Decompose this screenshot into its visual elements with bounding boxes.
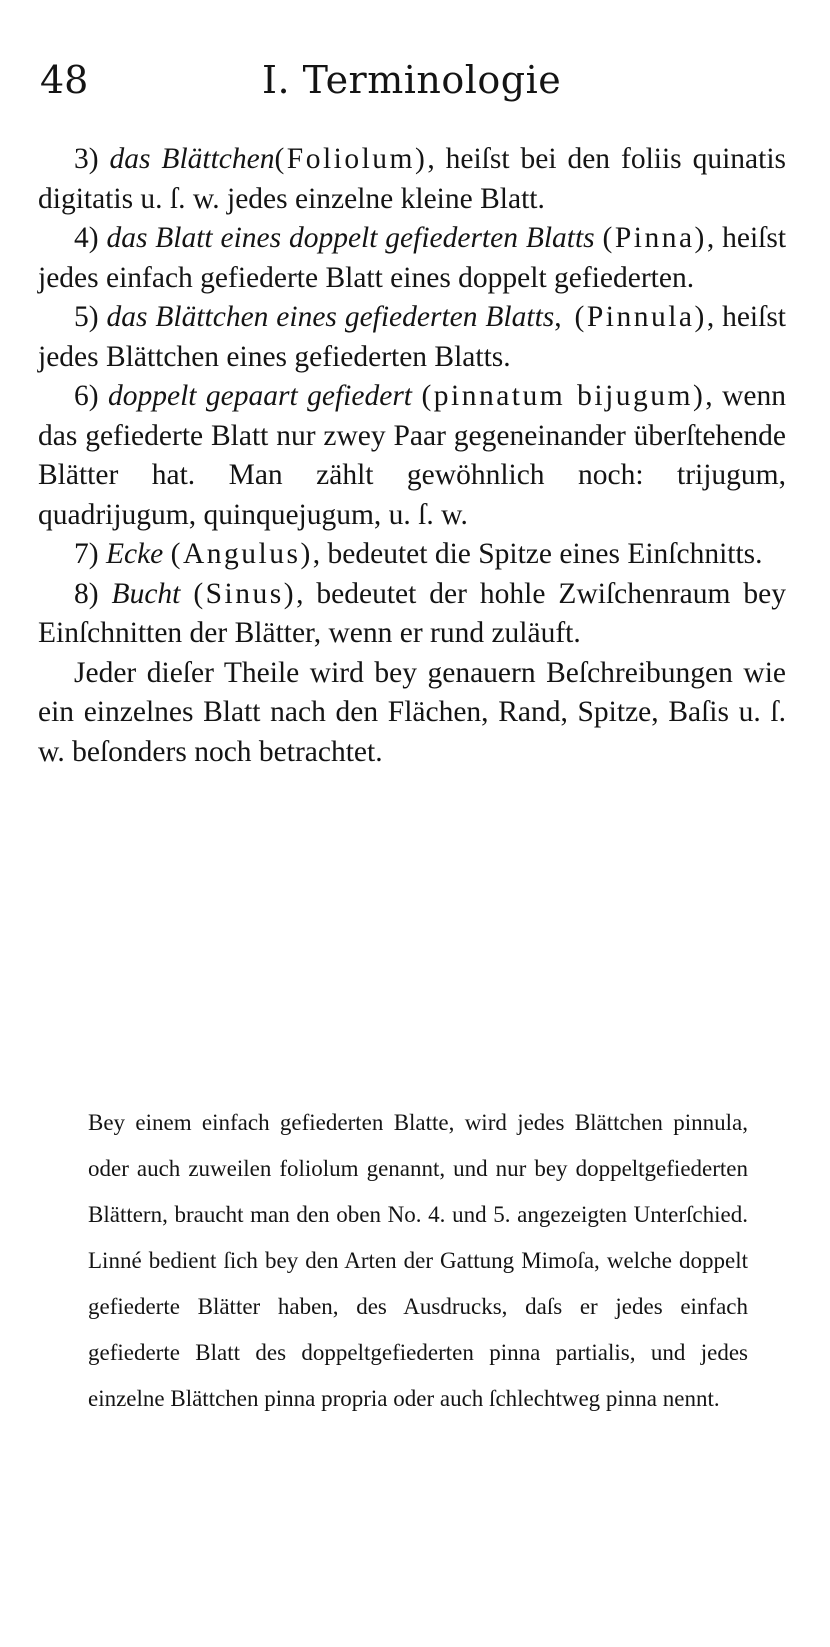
item-number: 3) xyxy=(74,143,99,175)
footnote: Bey einem einfach gefiederten Blatte, wird jedes Blättchen pinnula, oder auch zuweilen foliolum genannt, und nur bey doppeltgefiederten Blättern, braucht man den oben No. 4. und 5. angezeigten Unterſchied. Linné bedient ſich bey den Arten der Gattung Mimoſa, welche doppelt gefiederte Blätter haben, des Ausdrucks, daſs er jedes einfach gefiederte Blatt des doppeltgefiederten pinna partialis, und jedes einzelne Blättchen pinna propria oder auch ſchlechtweg pinna nennt. xyxy=(88,1110,748,1411)
definition-text: , heiſst jedes Blättchen eines gefiederten Blatts. xyxy=(38,301,786,373)
term-latin: (Sinus) xyxy=(193,577,297,610)
term-german: doppelt gepaart gefiedert xyxy=(108,380,412,412)
item-number: 4) xyxy=(74,222,99,254)
page-header xyxy=(40,58,780,108)
item-number: 6) xyxy=(74,380,99,412)
term-german: das Blättchen eines gefiederten Blatts xyxy=(106,301,555,333)
definition-text: , wenn das gefiederte Blatt nur zwey Paar gegeneinander überſtehende Blätter hat. Man zählt gewöhnlich noch: trijugum, quadrijugum, quinquejugum, u. ſ. w. xyxy=(38,380,787,531)
term-latin: (pinnatum bijugum) xyxy=(421,380,706,412)
item-number: 8) xyxy=(74,577,99,610)
term-latin: (Foliolum) xyxy=(274,143,428,175)
term-latin: (Pinna) xyxy=(602,222,707,254)
paragraph-6 xyxy=(38,377,786,535)
paragraph-3 xyxy=(38,140,786,219)
summary-text: Jeder dieſer Theile wird bey genauern Beſchreibungen wie ein einzelnes Blatt nach den Flächen, Rand, Spitze, Baſis u. ſ. w. beſonders noch betrachtet. xyxy=(38,656,786,768)
term-german: das Blatt eines doppelt gefiederten Blatts xyxy=(106,222,595,254)
main-text xyxy=(38,140,786,772)
item-number: 7) xyxy=(74,538,99,570)
term-latin: (Angulus) xyxy=(170,538,313,570)
paragraph-4 xyxy=(38,219,786,298)
term-german: Ecke xyxy=(105,538,164,570)
definition-text: , bedeutet der hohle Zwiſchenraum bey Einſchnitten der Blätter, wenn er rund zuläuft. xyxy=(38,577,786,649)
page-number: 48 xyxy=(40,58,89,102)
item-number: 5) xyxy=(74,301,99,333)
paragraph-5 xyxy=(38,298,786,377)
definition-text: , heiſst jedes einfach gefiederte Blatt eines doppelt gefiederten. xyxy=(38,222,787,294)
paragraph-summary xyxy=(38,654,786,773)
term-german: das Blättchen xyxy=(109,143,275,175)
definition-text: , bedeutet die Spitze eines Einſchnitts. xyxy=(312,538,763,570)
term-german: Bucht xyxy=(111,577,181,610)
paragraph-7 xyxy=(38,535,786,575)
running-title: I. Terminologie xyxy=(262,58,562,102)
definition-text: , heiſst bei den foliis quinatis digitatis u. ſ. w. jedes einzelne kleine Blatt. xyxy=(38,143,786,215)
paragraph-8 xyxy=(38,575,786,654)
term-latin: , (Pinnula) xyxy=(554,301,707,333)
